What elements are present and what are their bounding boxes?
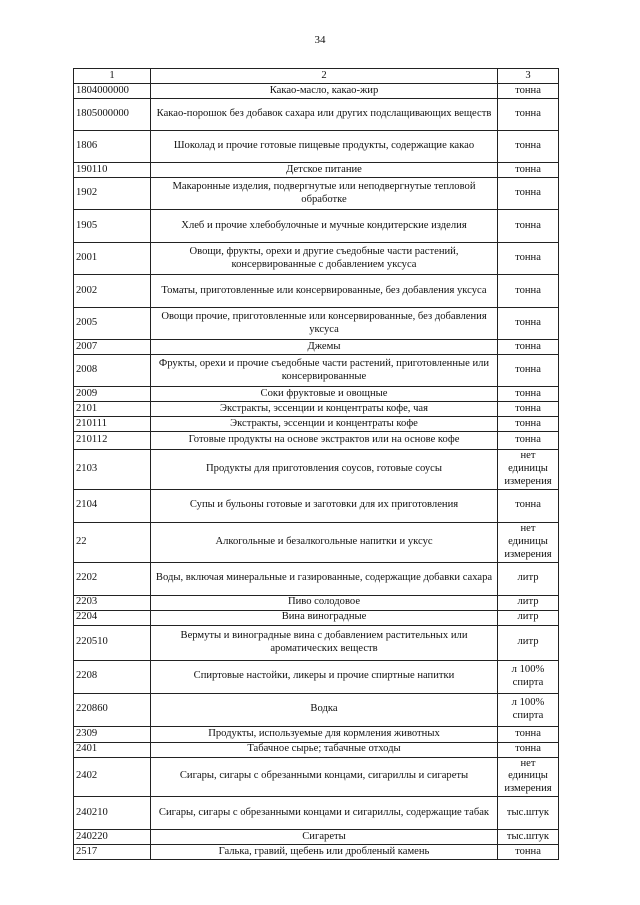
row-name: Галька, гравий, щебень или дробленый камень [151, 845, 498, 860]
table-row [74, 797, 559, 830]
row-unit: л 100% спирта [498, 660, 559, 693]
row-name: Какао-масло, какао-жир [151, 84, 498, 99]
row-name: Джемы [151, 340, 498, 355]
table-row [74, 660, 559, 693]
row-code: 2208 [74, 660, 151, 693]
row-unit: тонна [498, 845, 559, 860]
row-code: 2204 [74, 610, 151, 625]
row-unit: тонна [498, 489, 559, 522]
row-code: 2104 [74, 489, 151, 522]
table-row [74, 387, 559, 402]
row-name: Макаронные изделия, подвергнутые или неподвергнутые тепловой обработке [151, 178, 498, 210]
row-name: Вермуты и виноградные вина с добавлением растительных или ароматических веществ [151, 625, 498, 660]
row-code: 1805000000 [74, 99, 151, 131]
table-row [74, 131, 559, 163]
row-name: Водка [151, 693, 498, 726]
row-unit: л 100% спирта [498, 693, 559, 726]
row-name: Продукты, используемые для кормления животных [151, 726, 498, 742]
table-row [74, 610, 559, 625]
table-row [74, 210, 559, 243]
row-name: Вина виноградные [151, 610, 498, 625]
row-code: 2517 [74, 845, 151, 860]
table-row [74, 562, 559, 595]
row-code: 2009 [74, 387, 151, 402]
row-unit: литр [498, 610, 559, 625]
row-unit: нет единицы измерения [498, 757, 559, 797]
page-number: 34 [314, 34, 326, 46]
table-row [74, 450, 559, 490]
row-code: 240220 [74, 830, 151, 845]
row-code: 2402 [74, 757, 151, 797]
table-row [74, 84, 559, 99]
row-code: 2005 [74, 308, 151, 340]
row-code: 2203 [74, 595, 151, 610]
row-name: Соки фруктовые и овощные [151, 387, 498, 402]
row-name: Овощи прочие, приготовленные или консервированные, без добавления уксуса [151, 308, 498, 340]
row-name: Спиртовые настойки, ликеры и прочие спиртные напитки [151, 660, 498, 693]
row-unit: тонна [498, 243, 559, 275]
row-unit: литр [498, 562, 559, 595]
table-row [74, 308, 559, 340]
row-code: 240210 [74, 797, 151, 830]
table-row [74, 340, 559, 355]
row-code: 1902 [74, 178, 151, 210]
row-name: Томаты, приготовленные или консервированные, без добавления уксуса [151, 275, 498, 308]
row-code: 220860 [74, 693, 151, 726]
row-name: Воды, включая минеральные и газированные, содержащие добавки сахара [151, 562, 498, 595]
table-row [74, 845, 559, 860]
table-row [74, 830, 559, 845]
row-code: 210112 [74, 432, 151, 450]
classification-table [73, 68, 559, 860]
table-row [74, 757, 559, 797]
table-row [74, 489, 559, 522]
row-name: Готовые продукты на основе экстрактов или на основе кофе [151, 432, 498, 450]
row-code: 2401 [74, 742, 151, 757]
row-unit: тонна [498, 417, 559, 432]
row-code: 210111 [74, 417, 151, 432]
row-unit: тонна [498, 99, 559, 131]
row-code: 190110 [74, 163, 151, 178]
row-unit: тонна [498, 742, 559, 757]
row-name: Фрукты, орехи и прочие съедобные части растений, приготовленные или консервированные [151, 355, 498, 387]
table-row [74, 275, 559, 308]
row-code: 1806 [74, 131, 151, 163]
table-row [74, 402, 559, 417]
row-name: Продукты для приготовления соусов, готовые соусы [151, 450, 498, 490]
table-row [74, 355, 559, 387]
row-code: 2101 [74, 402, 151, 417]
row-code: 2002 [74, 275, 151, 308]
row-unit: тонна [498, 726, 559, 742]
row-unit: тонна [498, 308, 559, 340]
row-name: Экстракты, эссенции и концентраты кофе [151, 417, 498, 432]
row-unit: тонна [498, 387, 559, 402]
row-unit: тонна [498, 402, 559, 417]
row-name: Табачное сырье; табачные отходы [151, 742, 498, 757]
row-code: 2001 [74, 243, 151, 275]
row-name: Детское питание [151, 163, 498, 178]
row-unit: тонна [498, 131, 559, 163]
row-unit: тонна [498, 275, 559, 308]
table-row [74, 243, 559, 275]
row-code: 22 [74, 522, 151, 562]
row-unit: тонна [498, 210, 559, 243]
row-code: 2103 [74, 450, 151, 490]
row-name: Шоколад и прочие готовые пищевые продукты, содержащие какао [151, 131, 498, 163]
row-unit: тыс.штук [498, 830, 559, 845]
row-name: Супы и бульоны готовые и заготовки для их приготовления [151, 489, 498, 522]
row-code: 2309 [74, 726, 151, 742]
table-row [74, 522, 559, 562]
table-row [74, 417, 559, 432]
row-code: 2202 [74, 562, 151, 595]
table-row [74, 693, 559, 726]
row-code: 2007 [74, 340, 151, 355]
row-unit: тонна [498, 355, 559, 387]
table-row [74, 742, 559, 757]
row-name: Сигары, сигары с обрезанными концами, сигариллы и сигареты [151, 757, 498, 797]
header-col-2: 2 [151, 69, 498, 84]
row-unit: тонна [498, 178, 559, 210]
row-name: Пиво солодовое [151, 595, 498, 610]
header-col-3: 3 [498, 69, 559, 84]
row-name: Алкогольные и безалкогольные напитки и уксус [151, 522, 498, 562]
row-unit: тонна [498, 340, 559, 355]
row-unit: тыс.штук [498, 797, 559, 830]
table-row [74, 178, 559, 210]
table-row [74, 595, 559, 610]
row-name: Сигары, сигары с обрезанными концами и сигариллы, содержащие табак [151, 797, 498, 830]
table-row [74, 726, 559, 742]
table-row [74, 99, 559, 131]
row-code: 220510 [74, 625, 151, 660]
row-unit: нет единицы измерения [498, 450, 559, 490]
table-row [74, 163, 559, 178]
row-name: Какао-порошок без добавок сахара или других подслащивающих веществ [151, 99, 498, 131]
row-code: 1804000000 [74, 84, 151, 99]
row-unit: тонна [498, 432, 559, 450]
row-code: 2008 [74, 355, 151, 387]
table-header-row [74, 69, 559, 84]
row-unit: тонна [498, 163, 559, 178]
row-unit: тонна [498, 84, 559, 99]
row-name: Сигареты [151, 830, 498, 845]
row-name: Хлеб и прочие хлебобулочные и мучные кондитерские изделия [151, 210, 498, 243]
row-name: Овощи, фрукты, орехи и другие съедобные части растений, консервированные с добавлением уксуса [151, 243, 498, 275]
row-unit: нет единицы измерения [498, 522, 559, 562]
table-row [74, 432, 559, 450]
row-unit: литр [498, 595, 559, 610]
table-row [74, 625, 559, 660]
row-name: Экстракты, эссенции и концентраты кофе, чая [151, 402, 498, 417]
row-code: 1905 [74, 210, 151, 243]
row-unit: литр [498, 625, 559, 660]
header-col-1: 1 [74, 69, 151, 84]
